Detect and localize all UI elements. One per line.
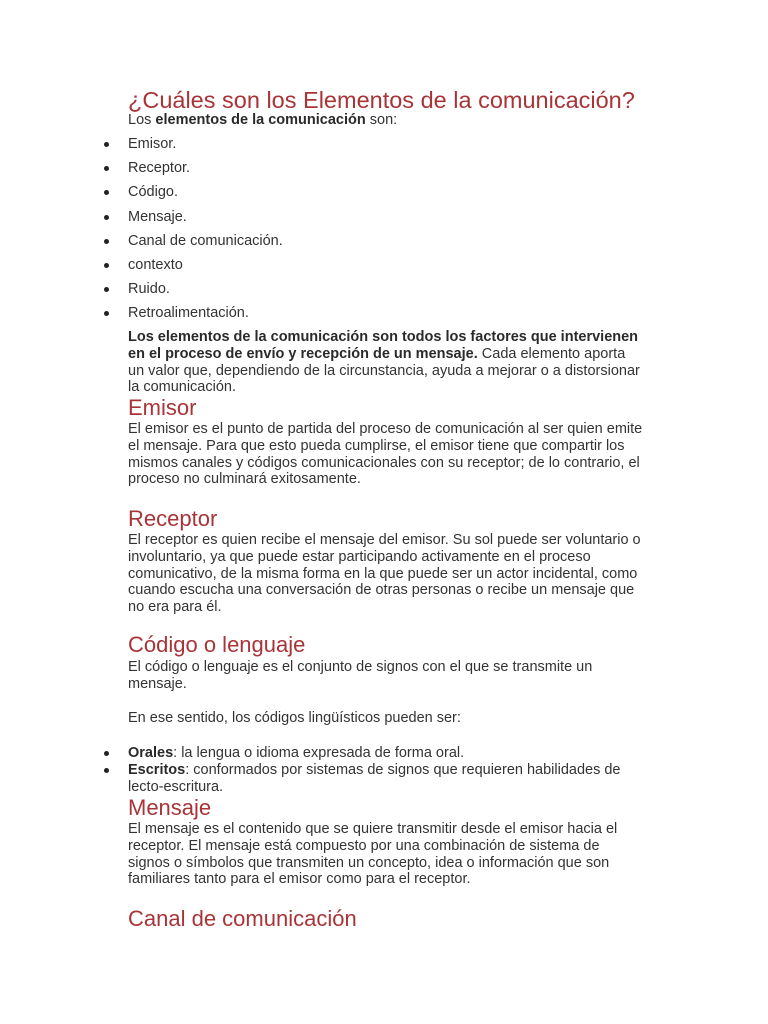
summary-paragraph [128,329,643,396]
bullet-icon [104,142,109,147]
list-item: Escritos: conformados por sistemas de signos que requieren habilidades de lecto-escritura. [128,762,648,796]
list-item: Orales: la lengua o idioma expresada de forma oral. [128,745,648,762]
section-heading-emisor: Emisor [128,395,197,420]
elements-list [128,135,283,329]
list-item: Mensaje. [128,208,283,232]
section-text-emisor: El emisor es el punto de partida del proceso de comunicación al ser quien emite el mensaje. Para que esto pueda cumplirse, el emisor tiene que compartir los mismos canales y códigos comunicacionales con su receptor; de lo contrario, el proceso no culminará exitosamente. [128,421,643,488]
list-item: Código. [128,183,283,207]
section-heading-mensaje: Mensaje [128,795,212,820]
bullet-icon [104,190,109,195]
section-text-codigo-2: En ese sentido, los códigos lingüísticos pueden ser: [128,710,461,726]
section-text-receptor: El receptor es quien recibe el mensaje del emisor. Su sol puede ser voluntario o involuntario, ya que puede estar participando activamente en el proceso comunicativo, de la misma forma en la que puede ser un actor incidental, como cuando escucha una conversación de otras personas o recibe un mensaje que no era para él. [128,532,641,616]
codes-list [128,745,648,795]
summary-bold: Los elementos de la comunicación son todos los factores que intervienen en el proceso de envío y recepción de un mensaje. [128,329,639,362]
intro-bold: elementos de la comunicación [155,112,366,128]
bullet-icon [104,311,109,316]
list-item: Canal de comunicación. [128,232,283,256]
bullet-icon [104,768,109,773]
bullet-icon [104,215,109,220]
bullet-icon [104,287,109,292]
intro-paragraph [128,112,643,129]
bullet-icon [104,239,109,244]
intro-suffix: son: [365,112,398,128]
list-item: Retroalimentación. [128,304,283,328]
list-item: Ruido. [128,280,283,304]
summary-rest: Cada elemento aporta un valor que, dependiendo de la circunstancia, ayuda a mejorar o a distorsionar la comunicación. [128,345,640,396]
intro-prefix: Los [128,112,156,128]
list-item: contexto [128,256,283,280]
bullet-icon [104,263,109,268]
bullet-icon [104,166,109,171]
list-item: Emisor. [128,135,283,159]
page-title: ¿Cuáles son los Elementos de la comunicación? [128,87,635,113]
section-text-codigo: El código o lenguaje es el conjunto de signos con el que se transmite un mensaje. [128,659,593,692]
section-text-mensaje: El mensaje es el contenido que se quiere transmitir desde el emisor hacia el receptor. El mensaje está compuesto por una combinación de sistema de signos o símbolos que transmiten un concepto, idea o información que son familiares tanto para el emisor como para el receptor. [128,821,618,888]
list-item: Receptor. [128,159,283,183]
section-heading-codigo: Código o lenguaje [128,632,306,657]
section-heading-receptor: Receptor [128,506,218,531]
bullet-icon [104,751,109,756]
section-heading-canal: Canal de comunicación [128,906,357,931]
